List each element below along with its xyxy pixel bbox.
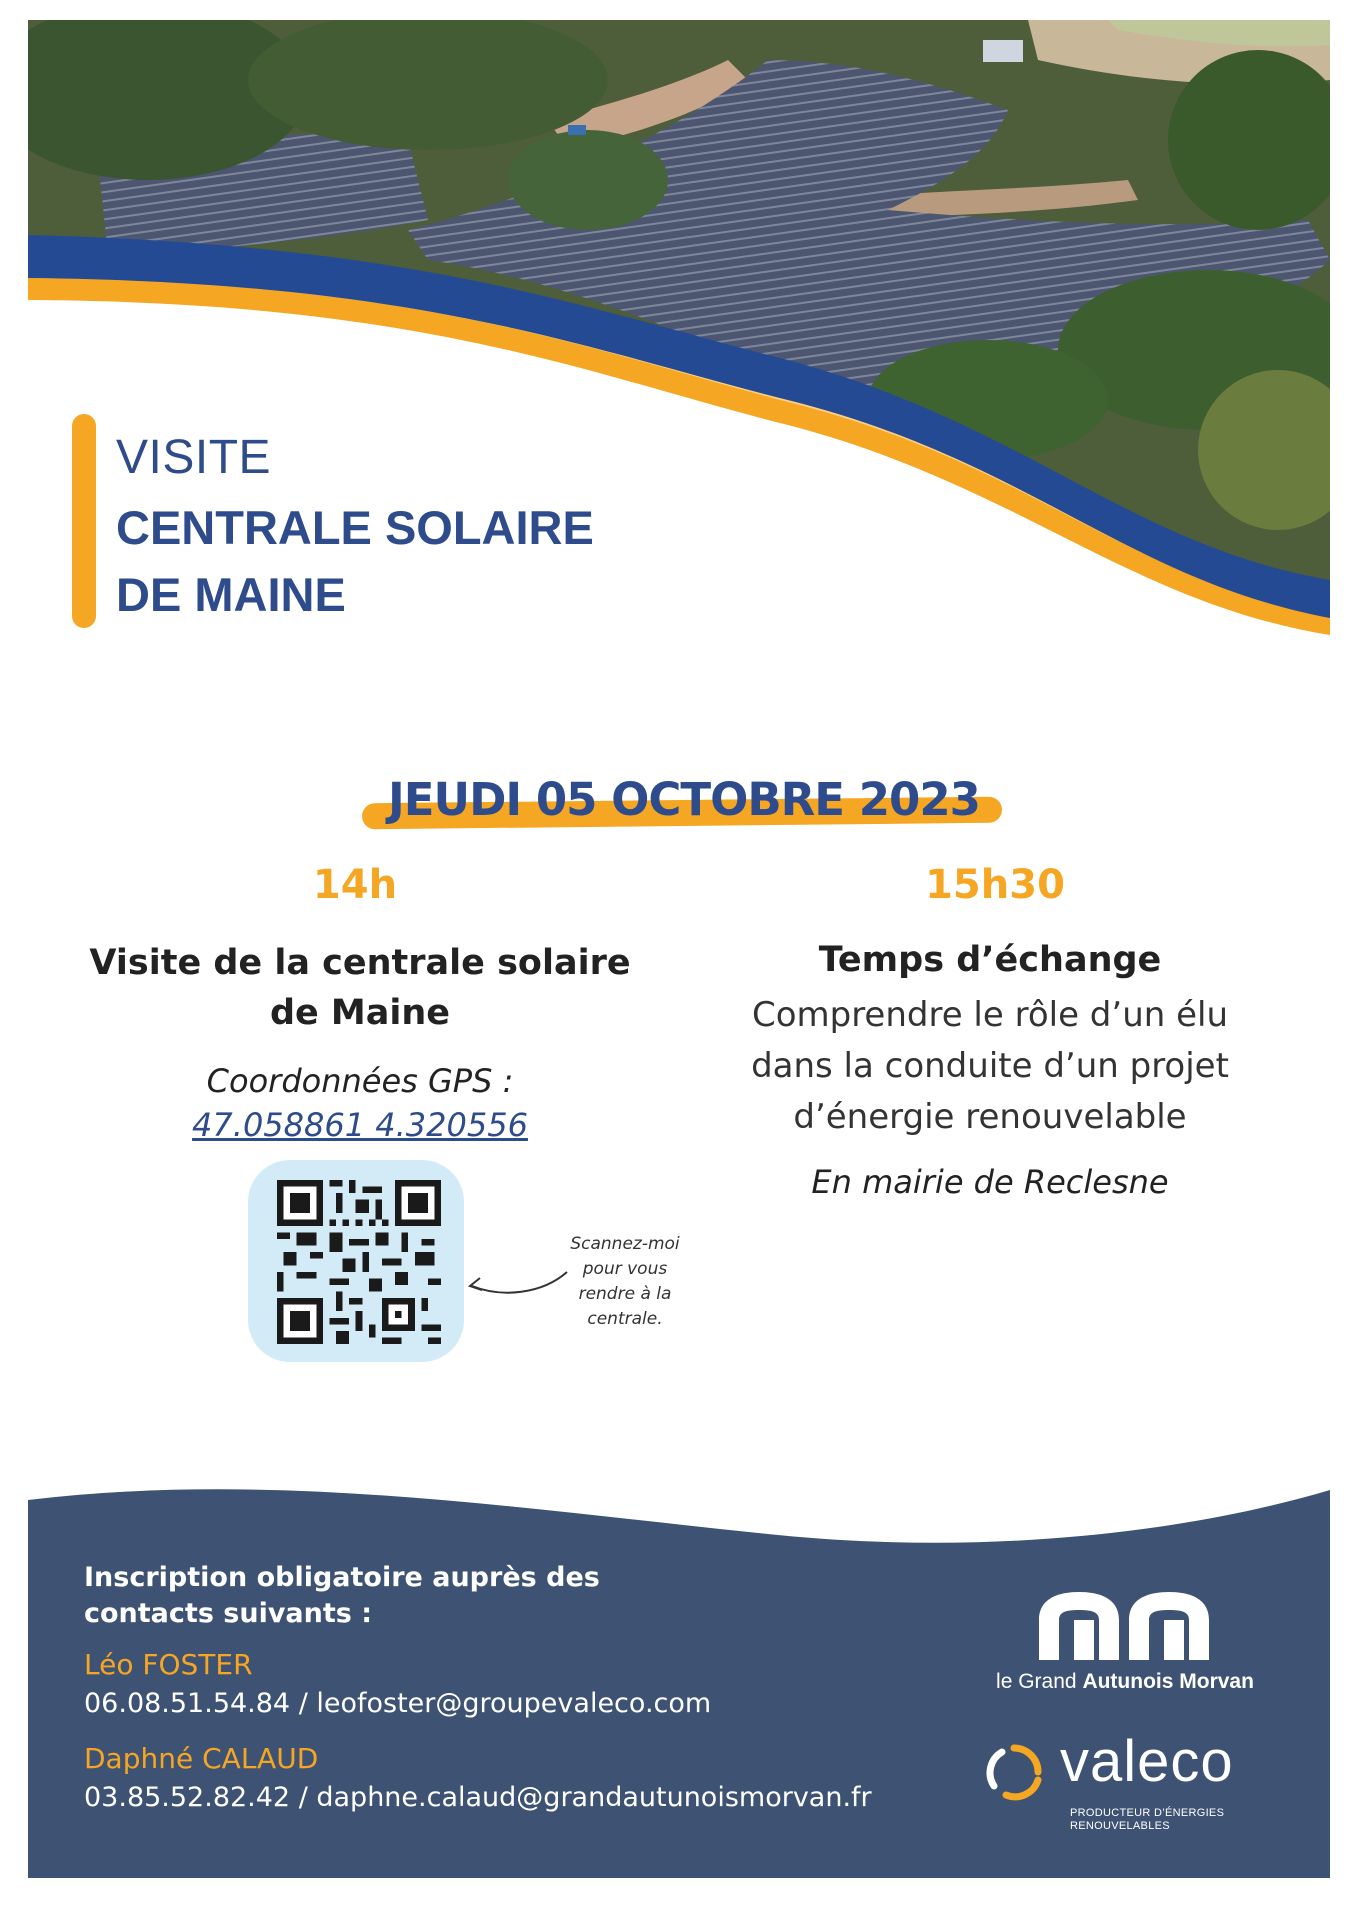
gps-coordinates-link[interactable]: 47.058861 4.320556: [192, 1106, 528, 1144]
qr-hint-line-2: pour vous: [582, 1259, 668, 1279]
visit-heading-line-1: Visite de la centrale solaire: [89, 943, 631, 983]
grand-autunois-morvan-logo-text: [960, 1670, 1290, 1694]
exchange-description: [690, 990, 1290, 1143]
exchange-time: 15h30: [925, 862, 1065, 908]
title-line-1: VISITE: [116, 431, 272, 484]
contact-2-info[interactable]: 03.85.52.82.42 / daphne.calaud@grandautunoismorvan.fr: [84, 1782, 872, 1813]
registration-line-1: Inscription obligatoire auprès des: [84, 1562, 600, 1593]
gam-text-bold: Autunois Morvan: [1082, 1670, 1254, 1693]
gps-label: Coordonnées GPS :: [206, 1062, 514, 1100]
qr-hint-line-1: Scannez-moi: [570, 1234, 680, 1254]
qr-code[interactable]: [274, 1180, 444, 1344]
title-line-2: CENTRALE SOLAIRE: [116, 501, 594, 554]
title-accent-bar: [72, 414, 96, 628]
valeco-logo-icon: [984, 1742, 1044, 1802]
contact-1-name: Léo FOSTER: [84, 1648, 253, 1681]
qr-hint-line-3: rendre à la: [578, 1284, 672, 1304]
visit-heading: [60, 938, 660, 1038]
valeco-logo-text: valeco: [1060, 1729, 1234, 1794]
registration-line-2: contacts suivants :: [84, 1598, 373, 1629]
exchange-heading: Temps d’échange: [818, 940, 1162, 980]
visit-time: 14h: [312, 862, 398, 908]
grand-autunois-morvan-logo-icon: [1034, 1590, 1214, 1660]
contact-1-info[interactable]: 06.08.51.54.84 / leofoster@groupevaleco.com: [84, 1688, 712, 1719]
contact-2-name: Daphné CALAUD: [84, 1742, 319, 1775]
valeco-tagline-line-1: PRODUCTEUR D’ÉNERGIES: [1070, 1807, 1225, 1819]
event-date: JEUDI 05 OCTOBRE 2023: [388, 773, 980, 826]
exchange-line-2: dans la conduite d’un projet: [751, 1046, 1229, 1086]
valeco-tagline-line-2: RENOUVELABLES: [1070, 1820, 1170, 1832]
exchange-line-1: Comprendre le rôle d’un élu: [751, 995, 1229, 1035]
gam-text-prefix: le Grand: [996, 1670, 1083, 1693]
qr-hint-line-4: centrale.: [587, 1309, 663, 1329]
exchange-line-3: d’énergie renouvelable: [793, 1097, 1187, 1137]
visit-heading-line-2: de Maine: [269, 993, 451, 1033]
qr-hint: [560, 1232, 690, 1332]
valeco-tagline: [1070, 1807, 1270, 1833]
arrow-icon: [462, 1262, 572, 1302]
title-line-3: DE MAINE: [116, 568, 346, 621]
exchange-location: En mairie de Reclesne: [811, 1163, 1169, 1201]
